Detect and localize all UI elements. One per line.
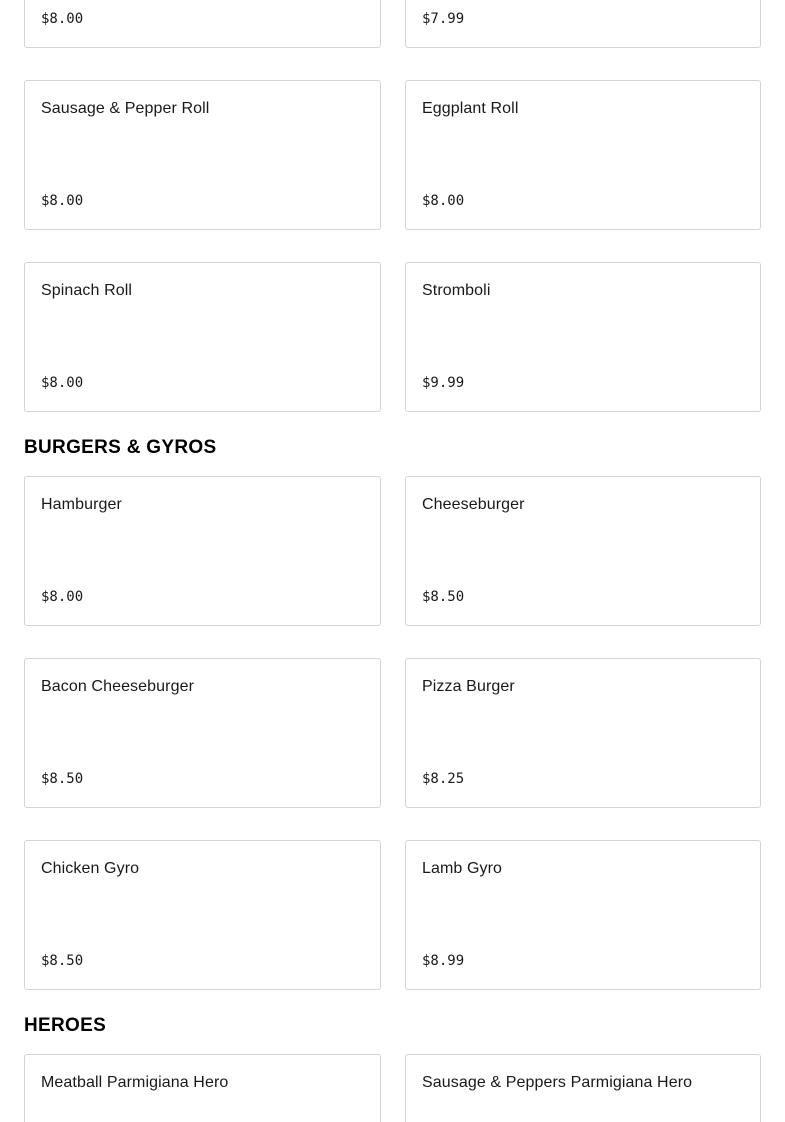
menu-item-name: Pizza Burger — [422, 678, 515, 695]
menu-item-card[interactable] — [405, 840, 761, 990]
section-title-heroes: HEROES — [24, 1015, 107, 1036]
menu-item-price: $8.99 — [422, 953, 465, 969]
menu-item-price: $8.00 — [41, 11, 84, 27]
menu-item-card[interactable] — [405, 80, 761, 230]
menu-item-name: Lamb Gyro — [422, 860, 503, 877]
menu-item-price: $8.50 — [422, 589, 465, 605]
menu-item-price: $8.00 — [41, 375, 84, 391]
menu-item-card[interactable] — [405, 658, 761, 808]
menu-item-price: $8.00 — [41, 193, 84, 209]
menu-item-price: $8.00 — [422, 193, 465, 209]
menu-item-name: Bacon Cheeseburger — [41, 678, 195, 695]
menu-item-price: $8.50 — [41, 953, 84, 969]
menu-item-name: Stromboli — [422, 282, 491, 299]
menu-item-price: $9.99 — [422, 375, 465, 391]
menu-item-card[interactable] — [24, 0, 381, 48]
menu-item-name: Eggplant Roll — [422, 100, 519, 117]
menu-item-name: Chicken Gyro — [41, 860, 140, 877]
menu-item-card[interactable] — [24, 80, 381, 230]
menu-item-name: Sausage & Peppers Parmigiana Hero — [422, 1074, 693, 1091]
menu-item-price: $7.99 — [422, 11, 465, 27]
menu-item-card[interactable] — [405, 476, 761, 626]
menu-item-name: Cheeseburger — [422, 496, 525, 513]
menu-item-card[interactable] — [24, 1054, 381, 1122]
menu-item-name: Spinach Roll — [41, 282, 133, 299]
menu-item-price: $8.00 — [41, 589, 84, 605]
menu-item-name: Hamburger — [41, 496, 122, 513]
menu-item-card[interactable] — [24, 476, 381, 626]
menu-item-price: $8.50 — [41, 771, 84, 787]
menu-item-card[interactable] — [405, 262, 761, 412]
menu-item-name: Meatball Parmigiana Hero — [41, 1074, 229, 1091]
menu-item-card[interactable] — [24, 658, 381, 808]
menu-item-card[interactable] — [405, 1054, 761, 1122]
menu-item-card[interactable] — [24, 840, 381, 990]
section-title-burgers-gyros: BURGERS & GYROS — [24, 437, 217, 458]
menu-item-name: Sausage & Pepper Roll — [41, 100, 210, 117]
menu-item-price: $8.25 — [422, 771, 465, 787]
menu-item-card[interactable] — [24, 262, 381, 412]
menu-item-card[interactable] — [405, 0, 761, 48]
